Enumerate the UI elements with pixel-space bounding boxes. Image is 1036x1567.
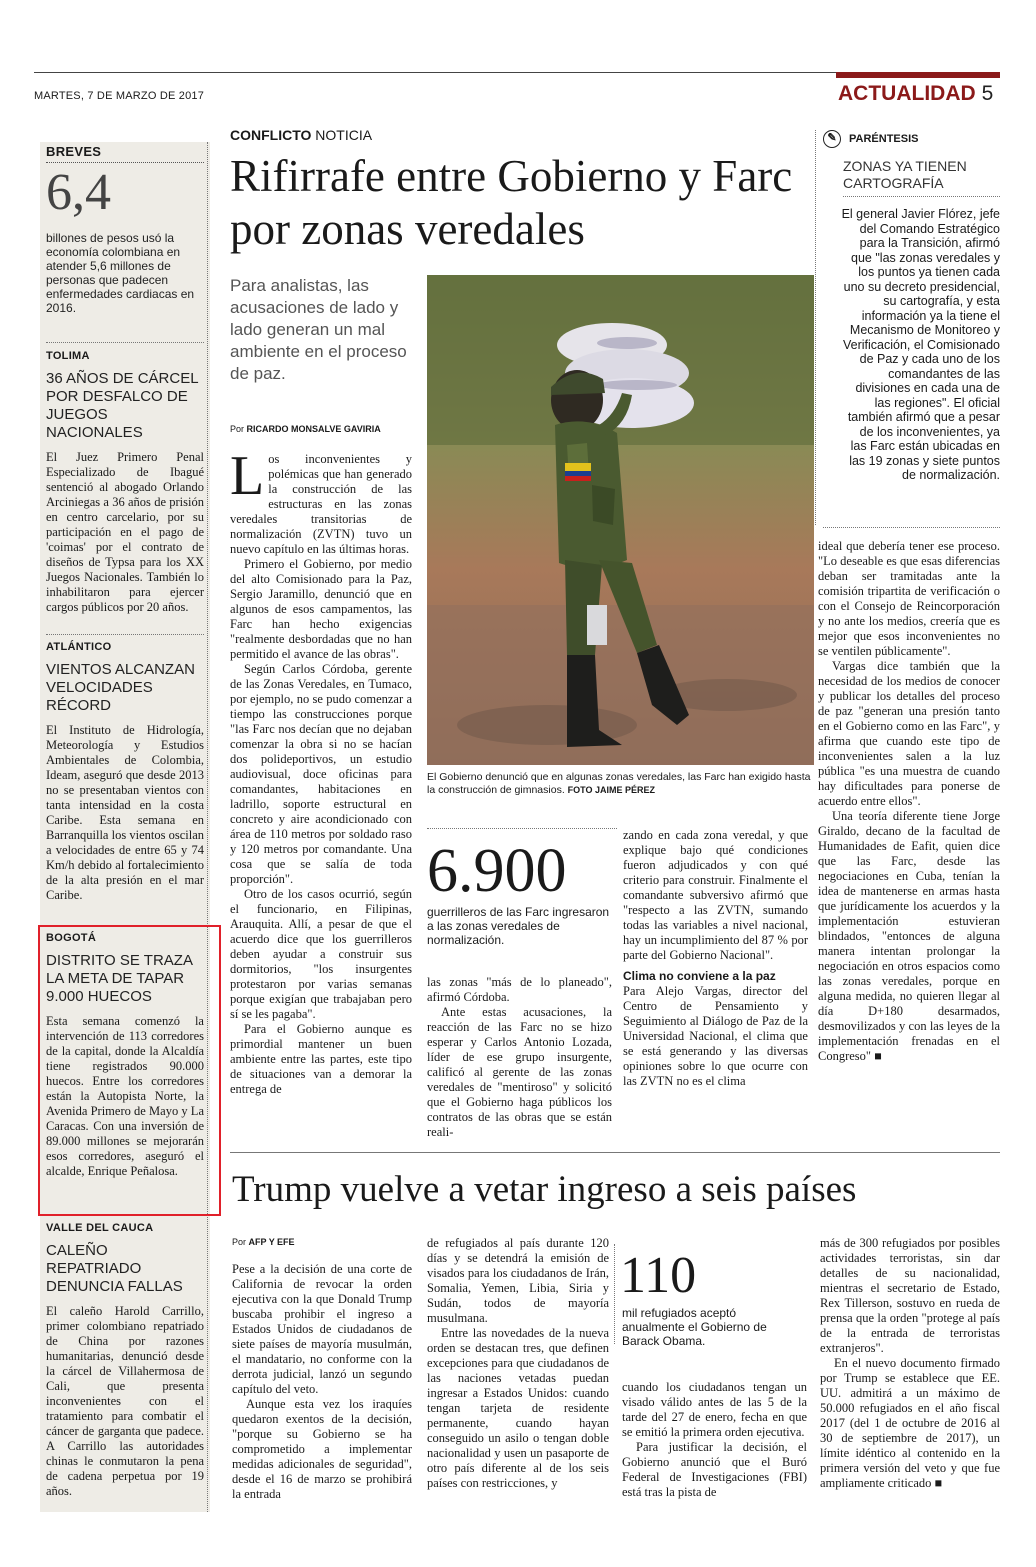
byline-prefix: Por	[232, 1237, 247, 1247]
byline-author: AFP Y EFE	[248, 1237, 295, 1247]
brief-divider	[46, 634, 204, 635]
second-column-3	[622, 1380, 807, 1500]
byline-prefix: Por	[230, 424, 245, 434]
byline-author: RICARDO MONSALVE GAVIRIA	[246, 424, 381, 434]
parentesis-body: El general Javier Flórez, jefe del Comando Estratégico para la Transición, afirmó que "las zonas veredales y los puntos ya tienen cada uno su decreto presidencial, su cartografía, y esta información ya la tiene el Mecanismo de Monitoreo y Verificación, el Comisionado de Paz y cada uno de los comandantes de las divisiones en cada una de las regiones". El oficial también afirmó que a pesar de los inconvenientes, ya las Farc están ubicadas en las 19 zonas y siete puntos de normalización.	[841, 207, 1000, 482]
brief-item	[46, 1222, 204, 1499]
stat-text: guerrilleros de las Farc ingresaron a las zonas veredales de normalización.	[427, 905, 610, 947]
second-column-2	[427, 1236, 609, 1491]
paragraph: de refugiados al país durante 120 días y se detendrá la emisión de visados para los ciudadanos de Irán, Somalia, Yemen, Libia, Siria y Sudán, todos de mayoría musulmana.	[427, 1236, 609, 1325]
stat-divider	[614, 1244, 615, 1344]
paragraph: más de 300 refugiados por posibles actividades terroristas, sin dar detalles de su nacionalidad, mientras el secretario de Estado, Rex Tillerson, sostuvo en rueda de prensa que la orden "protege al país de la entrada de terroristas extranjeros".	[820, 1236, 1000, 1355]
article-photo	[427, 275, 814, 765]
brief-divider	[46, 342, 204, 343]
paragraph: ideal que debería tener ese proceso. "Lo deseable es que esas diferencias deban ser tramitadas ante la comisión tripartita de verificación o con el Consejo de Reincorporación y no ante los medios, creería que es mejor que esos inconvenientes no se ventilen públicamente".	[818, 539, 1000, 658]
brief-body: El Instituto de Hidrología, Meteorología y Estudios Ambientales de Colombia, Ideam, aseguró que desde 2013 no se presentaban vientos con tanta intensidad en la costa Caribe. Esta semana en Barranquilla los vientos oscilan a velocidades de entre 65 y 74 Km/h debido al fortalecimiento de la alta presión en el mar Caribe.	[46, 723, 204, 902]
brief-item	[46, 350, 204, 615]
paragraph: Vargas dice también que la necesidad de los medios de conocer y publicar los detalles del proceso de paz "generan una presión tanto en el Gobierno como en las Farc", y afirma que cuando este tipo de inconvenientes salen a la luz pública "es una muestra de cuando hay dificultades para ponerse de acuerdo entre ellos".	[818, 659, 1000, 808]
kicker-type: NOTICIA	[315, 127, 373, 143]
lead-paragraph: os inconvenientes y polémicas que han generado la construcción de las estructuras en las zonas veredales transitorias de normalización (ZVTN) tuvo un nuevo capítulo en las últimas horas.	[230, 452, 412, 556]
article-separator	[230, 1152, 1000, 1153]
brief-headline: 36 AÑOS DE CÁRCEL POR DESFALCO DE JUEGOS NACIONALES	[46, 370, 198, 441]
paragraph: Para el Gobierno aunque es primordial mantener un buen ambiente entre las partes, este tipo de situaciones van a demorar la entrega de	[230, 1022, 412, 1096]
paragraph: Primero el Gobierno, por medio del alto Comisionado para la Paz, Sergio Jaramillo, denunció que en algunos de esos campamentos, las Farc han hecho exigencias "realmente desbordadas que no han permitido el avance de las obras".	[230, 557, 412, 661]
brief-headline: DISTRITO SE TRAZA LA META DE TAPAR 9.000 HUECOS	[46, 952, 193, 1005]
paragraph: Aunque esta vez los iraquíes quedaron exentos de la decisión, "porque su Gobierno se ha comprometido a implementar medidas adicionales de seguridad", desde el 16 de marzo se prohibirá la entrada	[232, 1397, 412, 1501]
paragraph: Otro de los casos ocurrió, según el funcionario, en Filipinas, Arauquita. Allí, a pesar de que el acuerdo dice que los guerrilleros deben ayudar a construir sus dormitorios, "los insurgentes protestaron por varias semanas porque exigían que trabajaban pero sí se les pagaba".	[230, 887, 412, 1021]
brief-body: El Juez Primero Penal Especializado de Ibagué sentenció al abogado Orlando Arciniegas a 36 años de prisión en centro carcelario, por su participación en el pago de 'coimas' por el contrato de diseños de Typsa para los XX Juegos Nacionales. También lo inhabilitaron para ejercer cargos públicos por 20 años.	[46, 450, 204, 614]
brief-body: El caleño Harold Carrillo, primer colombiano repatriado de China por razones humanitarias, denunció desde la cárcel de Villahermosa de Cali, que presenta inconvenientes con el tratamiento para combatir el cáncer de garganta que padece. A Carrillo las autoridades chinas le conmutaron la pena de cadena perpetua por 19 años.	[46, 1304, 204, 1498]
photo-credit: FOTO JAIME PÉREZ	[567, 785, 656, 795]
soldier-carrying-sacks-photo	[427, 275, 814, 765]
stat-rule	[427, 828, 617, 829]
paragraph: Para justificar la decisión, el Gobierno anunció que el Buró Federal de Investigaciones (FBI) está tras la pista de	[622, 1440, 807, 1499]
parentesis-title: ZONAS YA TIENEN CARTOGRAFÍA	[843, 158, 1000, 197]
stat-number: 110	[620, 1247, 697, 1304]
second-column-4	[820, 1236, 1000, 1491]
brief-item	[46, 641, 204, 903]
briefs-title: BREVES	[46, 144, 204, 163]
paragraph: Para Alejo Vargas, director del Centro de Pensamiento y Seguimiento al Diálogo de Paz de la Universidad Nacional, el clima que se está generando y las diversas opiniones sobre lo que ocurre con las ZVTN no es el clima	[623, 984, 808, 1088]
article-subhead: Clima no conviene a la paz	[623, 969, 776, 983]
second-byline	[232, 1237, 295, 1247]
brief-headline: CALEÑO REPATRIADO DENUNCIA FALLAS	[46, 1242, 183, 1295]
paragraph: Una teoría diferente tiene Jorge Giraldo, decano de la facultad de Humanidades de Eafit, quien dice que las Farc, desde las negociaciones en Cuba, tenían la idea de mantenerse en armas hasta que jurídicamente los acuerdos y la implementación estuvieran blindados, "entonces de alguna manera intentan prolongar la negociación en otros espacios como las zonas veredales, porque en alguna medida, no quieren llegar al día D+180 desarmados, desmovilizados y con las leyes de la implementación frenadas en el Congreso" ■	[818, 809, 1000, 1063]
section-color-bar	[836, 72, 1000, 78]
brief-item	[46, 932, 204, 1179]
brief-body: Esta semana comenzó la intervención de 113 corredores de la capital, donde la Alcaldía tiene registrados 90.000 huecos. Entre los corredores están la Autopista Norte, la Avenida Primero de Mayo y La Caracas. Con una inversión de 89.000 millones se mejorarán esos corredores, aseguró el alcalde, Enrique Peñalosa.	[46, 1014, 204, 1178]
paragraph: cuando los ciudadanos tengan un visado válido antes de las 5 de la tarde del 27 de enero, fecha en que se emitió la primera orden ejecutiva.	[622, 1380, 807, 1439]
section-title	[838, 82, 993, 106]
stat-number: 6.900	[427, 837, 567, 905]
paragraph: En el nuevo documento firmado por Trump se establece que EE. UU. admitirá a un máximo de 50.000 refugiados en el año fiscal 2017 (del 1 de octubre de 2016 al 30 de septiembre de 2017), un límite idéntico al contenido en la primera versión del veto y que fue ampliamente criticado ■	[820, 1356, 1000, 1490]
article-column-4	[818, 539, 1000, 1064]
brief-place: TOLIMA	[46, 350, 90, 362]
paragraph: zando en cada zona veredal, y que explique bajo qué condiciones fueron adjudicados y con qué criterio para construir. Finalmente el comandante subversivo afirmó que "respecto a las ZVTN, sumando todas las variables a nivel nacional, hay un incumplimiento del 87 % por parte del Gobierno Nacional".	[623, 828, 808, 962]
article-dek: Para analistas, las acusaciones de lado y lado generan un mal ambiente en el proceso de paz.	[230, 276, 407, 383]
paragraph: Pese a la decisión de una corte de California de revocar la orden ejecutiva con la que Donald Trump buscaba prohibir el ingreso a Estados Unidos de ciudadanos de siete países de mayoría musulmán, el mandatario, no conforme con la derrota judicial, lanzó un segundo capítulo del veto.	[232, 1262, 412, 1396]
parentesis-box	[823, 130, 1000, 483]
brief-place: VALLE DEL CAUCA	[46, 1222, 154, 1234]
caption-text: El Gobierno denunció que en algunas zonas veredales, las Farc han exigido hasta la construcción de gimnasios.	[427, 771, 811, 796]
brief-stat-text: billones de pesos usó la economía colombiana en atender 5,6 millones de personas que padecen enfermedades cardiacas en 2016.	[46, 231, 195, 315]
brief-place: ATLÁNTICO	[46, 641, 112, 653]
article-byline	[230, 424, 412, 434]
kicker-topic: CONFLICTO	[230, 127, 312, 143]
brief-stat-number: 6,4	[46, 164, 111, 221]
article-column-1	[230, 445, 412, 1097]
paragraph: Según Carlos Córdoba, gerente de las Zonas Veredales, en Tumaco, por ejemplo, no se pudo comenzar a tiempo las construcciones porque "las Farc nos decían que no dejaban comenzar la obra si no se hacían dos polideportivos, un estudio audiovisual, doce oficinas para comandantes, habitaciones en ladrillo, soporte estructural en concreto y aire acondicionado con área de 110 metros por soldado raso y 120 metros por comandante. Una cosa que se salía de toda proporción".	[230, 662, 412, 886]
sidebar-bottom-rule	[823, 527, 1000, 528]
brief-place: BOGOTÁ	[46, 932, 97, 944]
sidebar-divider	[815, 130, 816, 525]
pin-icon: ✎	[823, 130, 841, 148]
drop-cap: L	[230, 445, 265, 507]
briefs-section	[46, 144, 204, 315]
stat-text: mil refugiados aceptó anualmente el Gobierno de Barack Obama.	[622, 1306, 767, 1348]
photo-caption	[427, 771, 814, 797]
issue-date: MARTES, 7 DE MARZO DE 2017	[34, 90, 205, 102]
brief-headline: VIENTOS ALCANZAN VELOCIDADES RÉCORD	[46, 661, 195, 714]
parentesis-label	[823, 130, 1000, 148]
article-column-3	[623, 828, 808, 1089]
article-headline: Rifirrafe entre Gobierno y Farc por zonas veredales	[230, 151, 793, 254]
paragraph: las zonas "más de lo planeado", afirmó Córdoba.	[427, 975, 612, 1004]
article-column-2	[427, 975, 612, 1140]
page-number: 5	[981, 82, 994, 105]
paragraph: Entre las novedades de la nueva orden se destacan tres, que definen excepciones para que ciudadanos de las naciones vetadas puedan ingresar a Estados Unidos: cuando tengan tarjeta de residente permanente, cuando hayan conseguido un asilo o tengan doble nacionalidad y usen un pasaporte de otro país diferente al de los seis países con restricciones, y	[427, 1326, 609, 1490]
briefs-divider	[207, 142, 208, 1512]
article-kicker	[230, 127, 372, 143]
second-column-1	[232, 1262, 412, 1502]
section-name: ACTUALIDAD	[838, 82, 976, 105]
second-headline: Trump vuelve a vetar ingreso a seis países	[232, 1169, 857, 1210]
parentesis-label-text: PARÉNTESIS	[849, 132, 919, 145]
paragraph: Ante estas acusaciones, la reacción de las Farc no se hizo esperar y Carlos Antonio Lozada, líder de ese grupo insurgente, calificó al gerente de las zonas veredales de "mentiroso" y solicitó que el Gobierno haga públicos los contratos de las obras que se están reali-	[427, 1005, 612, 1139]
